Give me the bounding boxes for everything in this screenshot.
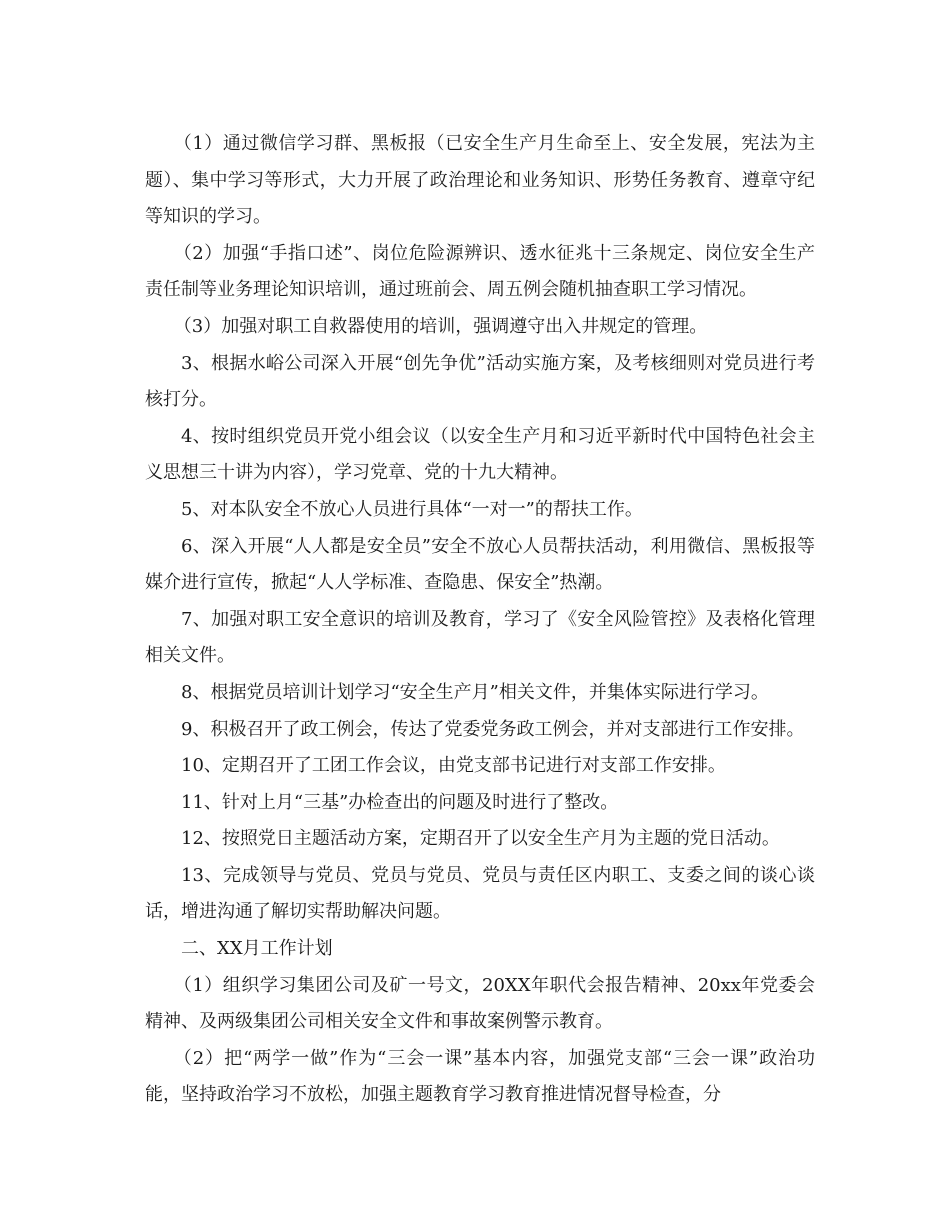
document-body xyxy=(145,126,815,1114)
plan-item-1: （1）组织学习集团公司及矿一号文，20XX年职代会报告精神、20xx年党委会精神、及两级集团公司相关安全文件和事故案例警示教育。 xyxy=(145,974,815,1033)
paragraph-10: 10、定期召开了工团工作会议，由党支部书记进行对支部工作安排。 xyxy=(181,755,726,777)
paragraph-12: 12、按照党日主题活动方案，定期召开了以安全生产月为主题的党日活动。 xyxy=(181,828,780,850)
paragraph-13: 13、完成领导与党员、党员与党员、党员与责任区内职工、支委之间的谈心谈话，增进沟通了解切实帮助解决问题。 xyxy=(145,864,815,923)
paragraph-7: 7、加强对职工安全意识的培训及教育，学习了《安全风险管控》及表格化管理相关文件。 xyxy=(145,608,815,667)
paragraph-11: 11、针对上月“三基”办检查出的问题及时进行了整改。 xyxy=(181,791,619,813)
paragraph-1-3: （3）加强对职工自救器使用的培训，强调遵守出入井规定的管理。 xyxy=(173,315,708,337)
paragraph-6: 6、深入开展“人人都是安全员”安全不放心人员帮扶活动，利用微信、黑板报等媒介进行宣传，掀起“人人学标准、查隐患、保安全”热潮。 xyxy=(145,535,815,594)
paragraph-1-1: （1）通过微信学习群、黑板报（已安全生产月生命至上、安全发展，宪法为主题）、集中学习等形式，大力开展了政治理论和业务知识、形势任务教育、遵章守纪等知识的学习。 xyxy=(145,133,815,228)
paragraph-4: 4、按时组织党员开党小组会议（以安全生产月和习近平新时代中国特色社会主义思想三十讲为内容），学习党章、党的十九大精神。 xyxy=(145,425,815,484)
paragraph-8: 8、根据党员培训计划学习“安全生产月”相关文件，并集体实际进行学习。 xyxy=(181,681,769,703)
paragraph-3: 3、根据水峪公司深入开展“创先争优”活动实施方案，及考核细则对党员进行考核打分。 xyxy=(145,352,815,411)
paragraph-5: 5、对本队安全不放心人员进行具体“一对一”的帮扶工作。 xyxy=(181,498,643,520)
section-heading-plan: 二、XX月工作计划 xyxy=(181,938,333,960)
paragraph-1-2: （2）加强“手指口述”、岗位危险源辨识、透水征兆十三条规定、岗位安全生产责任制等业务理论知识培训，通过班前会、周五例会随机抽查职工学习情况。 xyxy=(145,242,815,301)
plan-item-2: （2）把“两学一做”作为“三会一课”基本内容，加强党支部“三会一课”政治功能，坚持政治学习不放松，加强主题教育学习教育推进情况督导检查，分 xyxy=(145,1047,815,1106)
paragraph-9: 9、积极召开了政工例会，传达了党委党务政工例会，并对支部进行工作安排。 xyxy=(181,718,805,740)
